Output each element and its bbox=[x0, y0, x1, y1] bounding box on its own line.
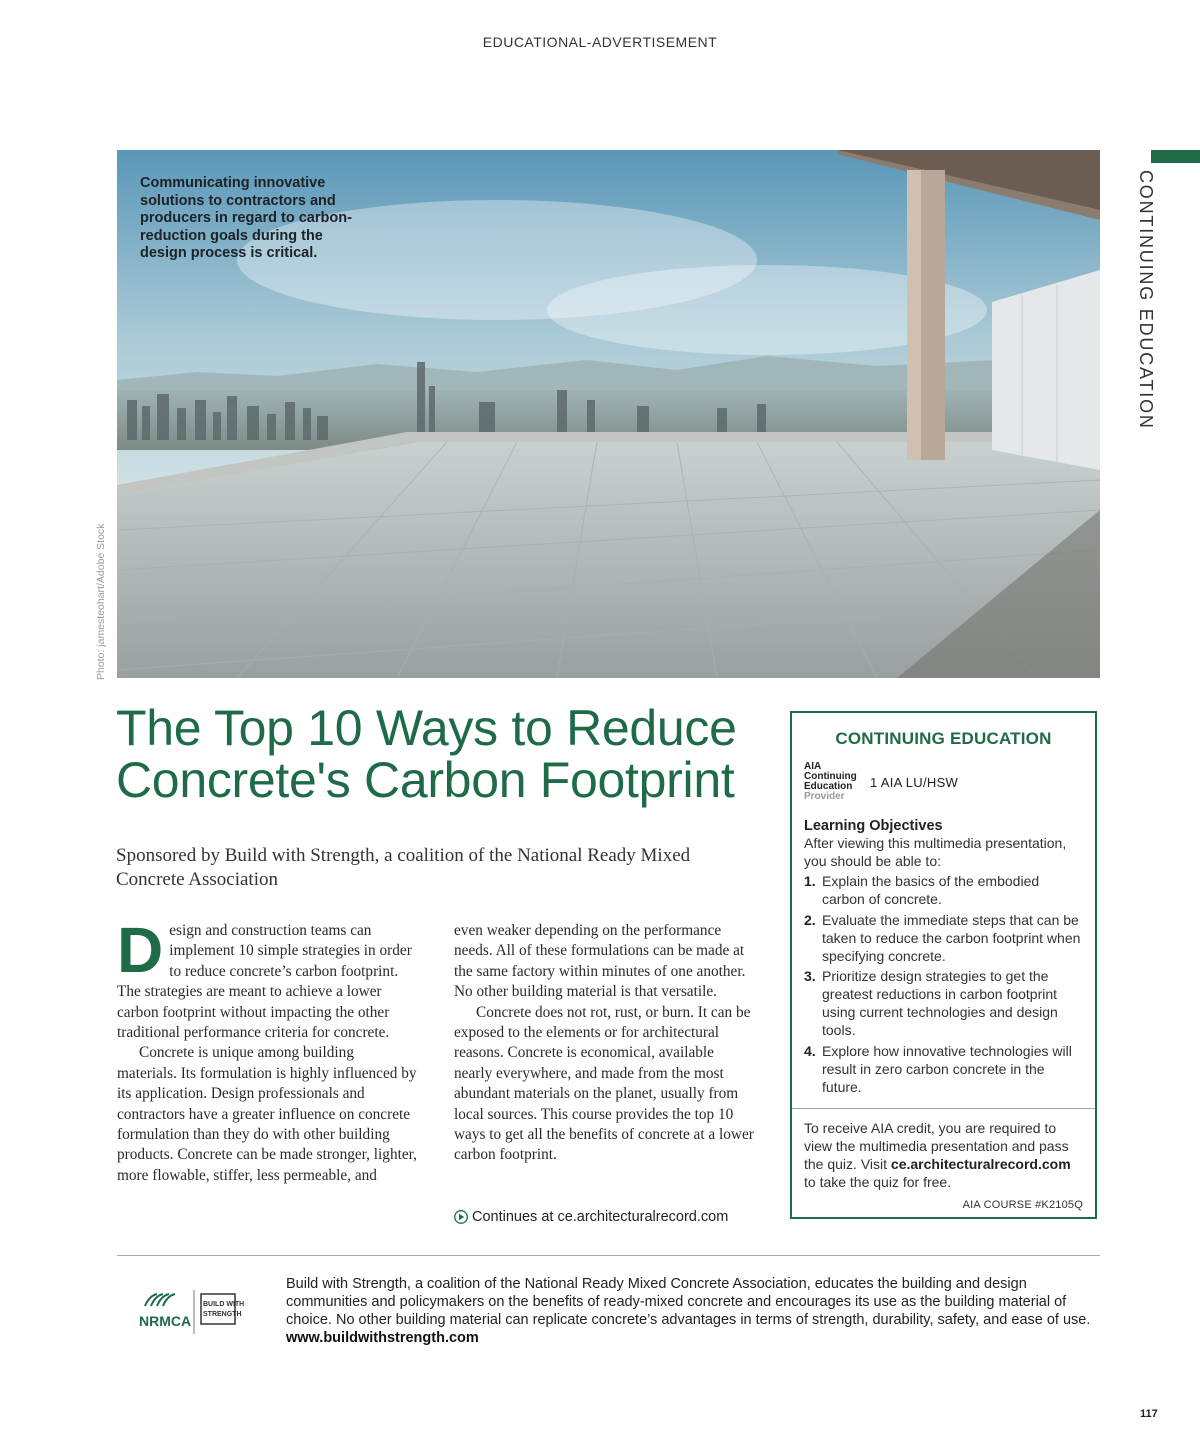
article-subtitle: Sponsored by Build with Strength, a coalition of the National Ready Mixed Concrete Association bbox=[116, 845, 691, 890]
credit-note-text: To receive AIA credit, you are required to view the multimedia presentation and pass the quiz. Visit bbox=[804, 1119, 1069, 1172]
list-item-text: Evaluate the immediate steps that can be taken to reduce the carbon footprint when specifying concrete. bbox=[822, 911, 1081, 964]
footer-divider bbox=[117, 1255, 1100, 1256]
course-number: AIA COURSE #K2105Q bbox=[962, 1198, 1083, 1211]
list-item-number: 4. bbox=[804, 1042, 816, 1059]
drop-cap: D bbox=[117, 914, 164, 986]
sponsor-description-text: Build with Strength, a coalition of the National Ready Mixed Concrete Association, educates the building and design communities and policymakers on the benefits of ready-mixed concrete and encourages its use as the building material of choice. No other building material can replicate concrete’s advantages in terms of strength, durability, safety, and ease of use. bbox=[286, 1276, 1091, 1328]
article-column-1 bbox=[117, 914, 417, 1186]
aia-logo-line: Provider bbox=[804, 791, 845, 802]
nrmca-build-with-strength-logo bbox=[137, 1290, 245, 1334]
page-number: 117 bbox=[1140, 1408, 1158, 1420]
learning-objectives-heading: Learning Objectives bbox=[804, 818, 943, 834]
sponsor-logos bbox=[137, 1290, 245, 1334]
section-tab-label: CONTINUING EDUCATION bbox=[1136, 170, 1156, 430]
continues-link[interactable] bbox=[454, 1209, 728, 1225]
hero-image bbox=[117, 150, 1100, 678]
svg-text:STRENGTH: STRENGTH bbox=[203, 1311, 242, 1318]
hero-caption: Communicating innovative solutions to contractors and producers in regard to carbon-reduction goals during the design process is critical. bbox=[140, 175, 352, 261]
list-item-number: 1. bbox=[804, 873, 816, 889]
aia-provider-logo bbox=[804, 762, 860, 802]
body-paragraph: Concrete is unique among building materials. Its formulation is highly influenced by its application. Design professionals and contractors have a greater influence on concrete formulation than they do with other building products. Concrete can be made stronger, lighter, more flowable, stiffer, less permeable, and bbox=[117, 1044, 417, 1184]
photo-credit-text: Photo: jamesteohart/Adobe Stock bbox=[95, 523, 107, 680]
list-item-number: 2. bbox=[804, 911, 816, 928]
list-item bbox=[804, 967, 1083, 1039]
aia-credit-row bbox=[804, 762, 1083, 802]
body-paragraph: esign and construction teams can implement 10 simple strategies in order to reduce concrete’s carbon footprint. The strategies are meant to achieve a lower carbon footprint without impacting the other traditional performance criteria for concrete. bbox=[117, 922, 412, 1042]
aia-credit: 1 AIA LU/HSW bbox=[870, 774, 959, 790]
body-paragraph: Concrete does not rot, rust, or burn. It can be exposed to the elements or for architectural reasons. Concrete is economical, available nearly everywhere, and made from the most abundant materials on the planet, usually from local sources. This course provides the top 10 ways to get all the benefits of concrete at a lower carbon footprint. bbox=[454, 1003, 754, 1164]
aia-logo-line: Continuing bbox=[804, 771, 857, 782]
play-arrow-icon bbox=[454, 1210, 468, 1224]
list-item bbox=[804, 911, 1083, 965]
list-item-text: Explain the basics of the embodied carbon of concrete. bbox=[822, 873, 1040, 907]
aia-logo-line: Education bbox=[804, 781, 853, 792]
list-item-text: Prioritize design strategies to get the greatest reductions in carbon footprint using current technologies and design tools. bbox=[822, 968, 1058, 1038]
article-title: The Top 10 Ways to Reduce Concrete's Carbon Footprint bbox=[116, 700, 737, 808]
learning-objectives-intro: After viewing this multimedia presentation, you should be able to: bbox=[804, 835, 1067, 869]
credit-note-text: to take the quiz for free. bbox=[804, 1173, 952, 1190]
aia-logo-line: AIA bbox=[804, 761, 822, 772]
list-item bbox=[804, 872, 1083, 908]
svg-text:BUILD WITH: BUILD WITH bbox=[203, 1301, 245, 1308]
ce-box-heading: CONTINUING EDUCATION bbox=[835, 729, 1052, 748]
sponsor-description bbox=[286, 1275, 1106, 1347]
list-item-text: Explore how innovative technologies will result in zero carbon concrete in the future. bbox=[822, 1042, 1072, 1095]
list-item-number: 3. bbox=[804, 968, 816, 984]
photo-credit bbox=[95, 500, 111, 680]
nrmca-logo-text: NRMCA bbox=[139, 1313, 192, 1329]
body-paragraph: even weaker depending on the performance needs. All of these formulations can be made at the same factory within minutes of one another. No other building material is that versatile. bbox=[454, 922, 746, 1001]
sponsor-website-link[interactable]: www.buildwithstrength.com bbox=[286, 1330, 479, 1346]
credit-note bbox=[804, 1119, 1083, 1191]
section-tab bbox=[1135, 170, 1171, 430]
section-tab-marker bbox=[1151, 150, 1200, 163]
article-column-2 bbox=[454, 921, 754, 1166]
learning-objectives-list bbox=[804, 872, 1083, 1096]
page-header: EDUCATIONAL-ADVERTISEMENT bbox=[482, 34, 718, 50]
list-item bbox=[804, 1042, 1083, 1096]
continuing-education-box bbox=[790, 711, 1097, 1219]
continues-text: Continues at ce.architecturalrecord.com bbox=[472, 1209, 729, 1225]
divider bbox=[792, 1108, 1095, 1109]
quiz-link[interactable]: ce.architecturalrecord.com bbox=[890, 1155, 1071, 1172]
